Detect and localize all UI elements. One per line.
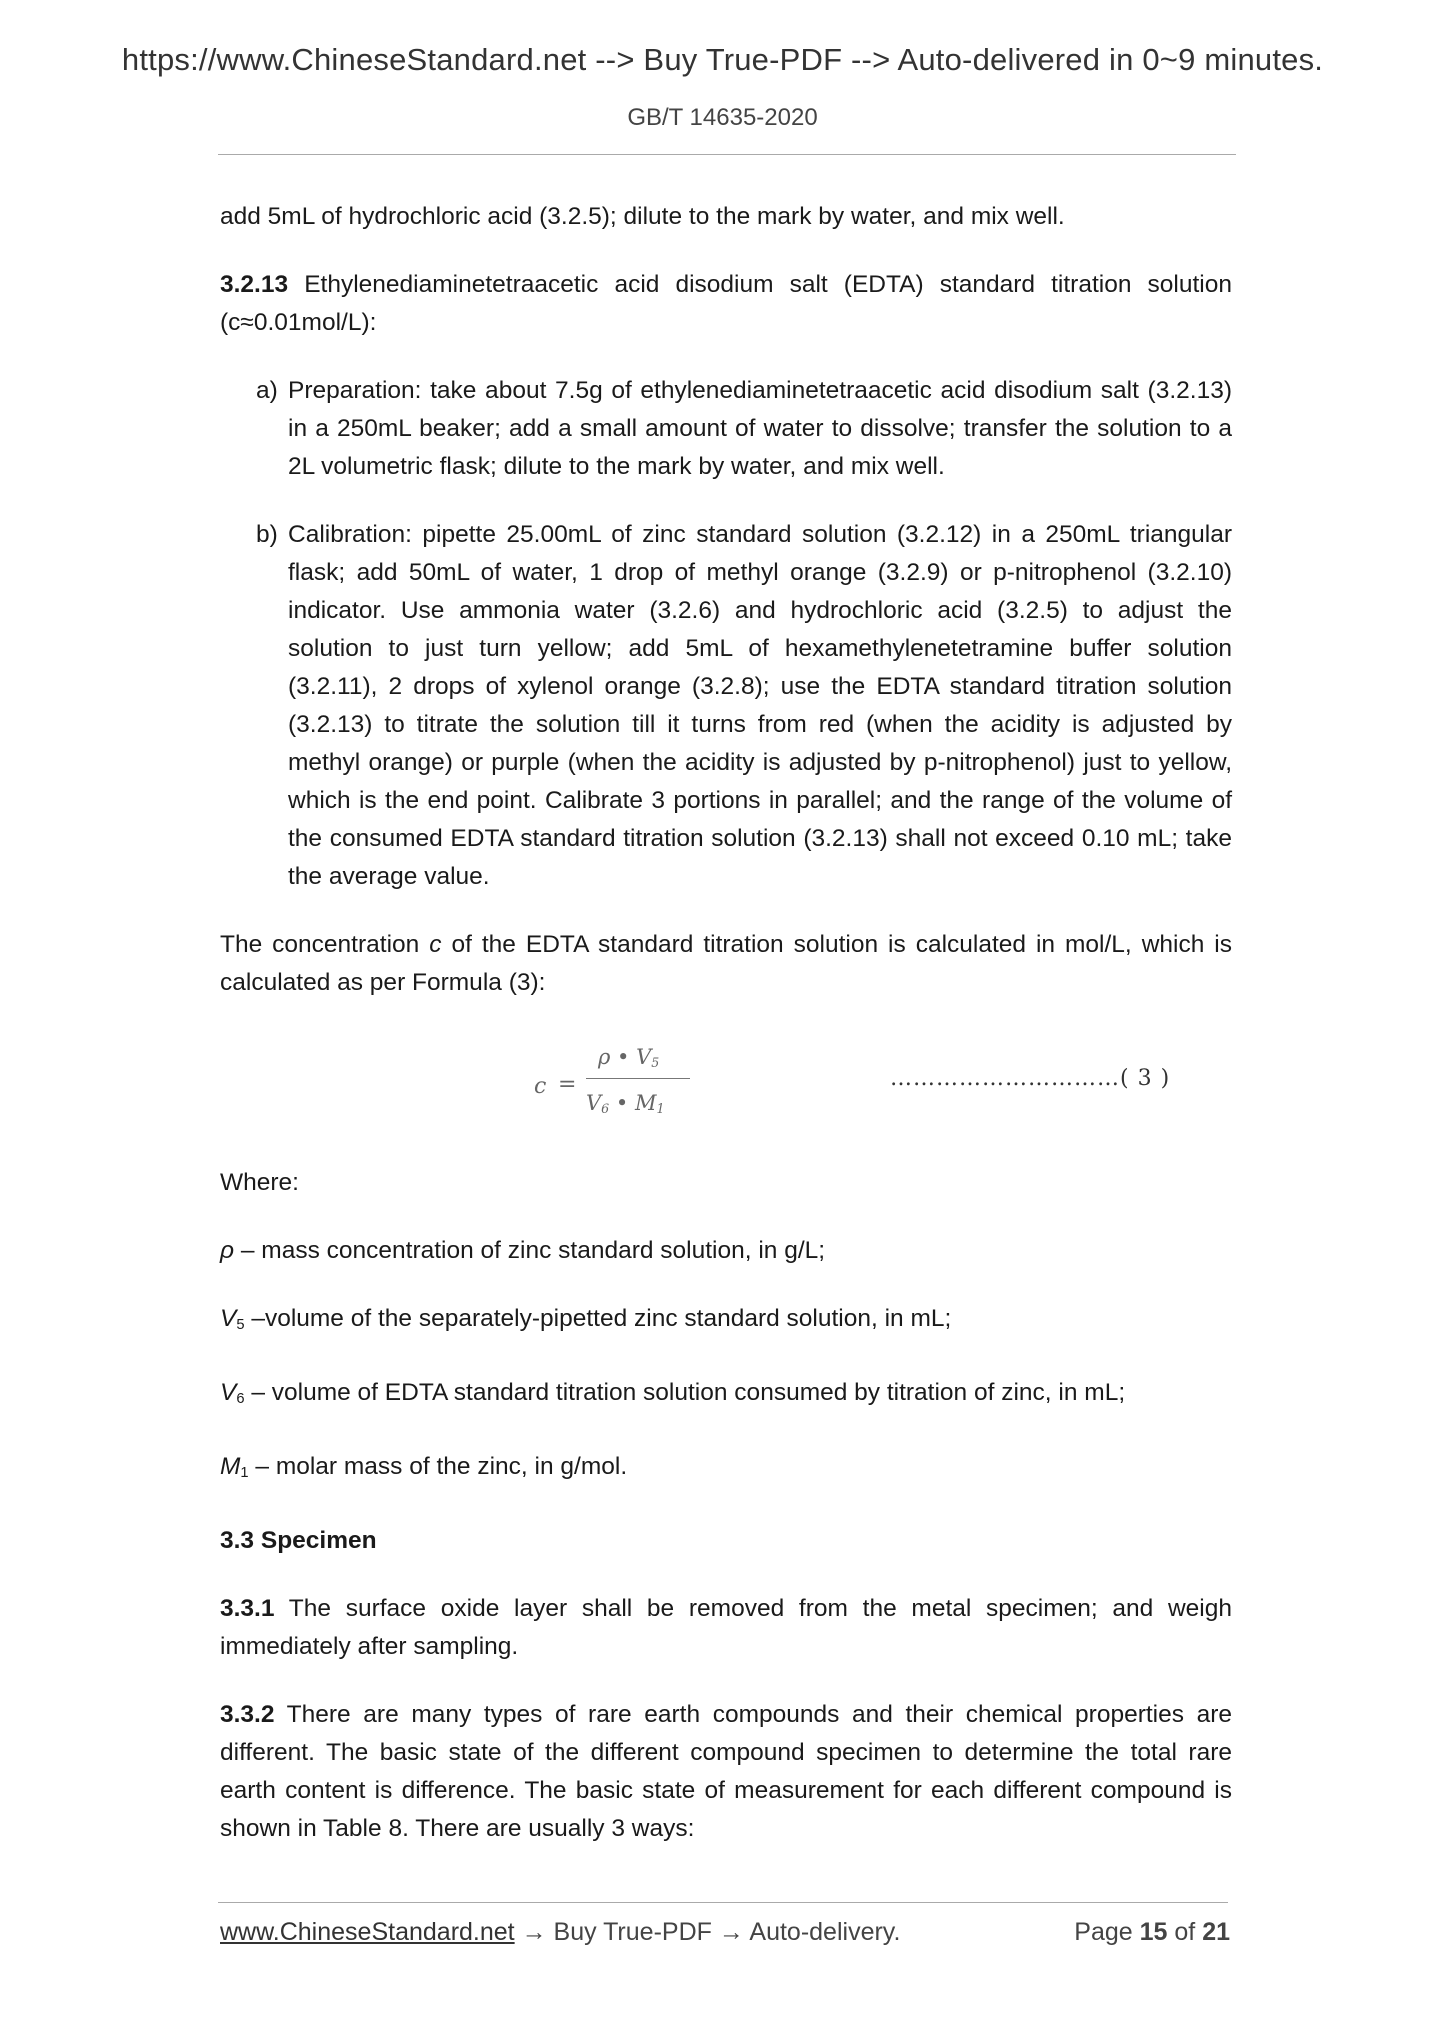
header-banner: https://www.ChineseStandard.net --> Buy True-PDF --> Auto-delivered in 0~9 minutes. [121,42,1324,77]
paragraph-concentration: The concentration c of the EDTA standard titration solution is calculated in mol/L, which is calculated as per Formula (3): [220,931,1232,996]
formula-numerator: ρ • $V_5$ [598,1045,660,1070]
document-body [220,198,1232,1878]
definition-v6: $V_6$ – volume of EDTA standard titration solution consumed by titration of zinc, in mL; [220,1379,1126,1407]
paragraph-hcl: add 5mL of hydrochloric acid (3.2.5); dilute to the mark by water, and mix well. [220,203,1065,230]
list-item-preparation [220,372,1232,486]
variable-c: c [429,931,442,958]
section-heading-3-3: 3.3 Specimen [220,1527,377,1554]
header-divider [218,154,1236,155]
formula-number: …………………………( 3 ) [890,1066,1171,1091]
definition-v5: $V_5$ –volume of the separately-pipetted zinc standard solution, in mL; [220,1305,952,1333]
footer-divider [218,1902,1228,1903]
list-item-calibration [220,516,1232,896]
formula-3 [220,1030,1232,1140]
clause-3-2-13 [220,266,1232,342]
clause-text: Ethylenediaminetetraacetic acid disodium salt (EDTA) standard titration solution (c≈0.01mol/L): [220,271,1232,336]
page-indicator: Page 15 of 21 [1074,1918,1230,1946]
definition-rho: ρ – mass concentration of zinc standard solution, in g/L; [220,1237,826,1264]
fraction-bar [586,1078,690,1079]
page-footer [220,1918,1230,1947]
list-label: b) [256,521,278,548]
footer-text: → Buy True-PDF → Auto-delivery. [514,1918,901,1946]
footer-site-link[interactable]: www.ChineseStandard.net [220,1918,515,1946]
standard-number: GB/T 14635-2020 [627,104,818,131]
where-label: Where: [220,1169,299,1196]
list-text: Calibration: pipette 25.00mL of zinc standard solution (3.2.12) in a 250mL triangular flask; add 50mL of water, 1 drop of methyl orange (3.2.9) or p-nitrophenol (3.2.10) indicator. Use ammonia water (3.2.6) and hydrochloric acid (3.2.5) to adjust the solution to just turn yellow; add 5mL of hexamethylenetetramine buffer solution (3.2.11), 2 drops of xylenol orange (3.2.8); use the EDTA standard titration solution (3.2.13) to titrate the solution till it turns from red (when the acidity is adjusted by methyl orange) or purple (when the acidity is adjusted by p-nitrophenol) just to yellow, which is the end point. Calibrate 3 portions in parallel; and the range of the volume of the consumed EDTA standard titration solution (3.2.13) shall not exceed 0.10 mL; take the average value. [288,521,1232,890]
list-label: a) [256,377,278,404]
clause-3-3-2: 3.3.2 There are many types of rare earth compounds and their chemical properties are different. The basic state of the different compound specimen to determine the total rare earth content is difference. The basic state of measurement for each different compound is shown in Table 8. There are usually 3 ways: [220,1701,1232,1842]
clause-number: 3.2.13 [220,271,289,298]
formula-lhs: c [534,1074,547,1099]
list-text: Preparation: take about 7.5g of ethylenediaminetetraacetic acid disodium salt (3.2.13) in a 250mL beaker; add a small amount of water to dissolve; transfer the solution to a 2L volumetric flask; dilute to the mark by water, and mix well. [288,377,1232,480]
definition-m1: $M_1$ – molar mass of the zinc, in g/mol. [220,1453,628,1481]
formula-denominator: $V_6$ • $M_1$ [586,1091,665,1116]
formula-equals: = [558,1072,577,1097]
clause-3-3-1: 3.3.1 The surface oxide layer shall be removed from the metal specimen; and weigh immediately after sampling. [220,1595,1232,1660]
